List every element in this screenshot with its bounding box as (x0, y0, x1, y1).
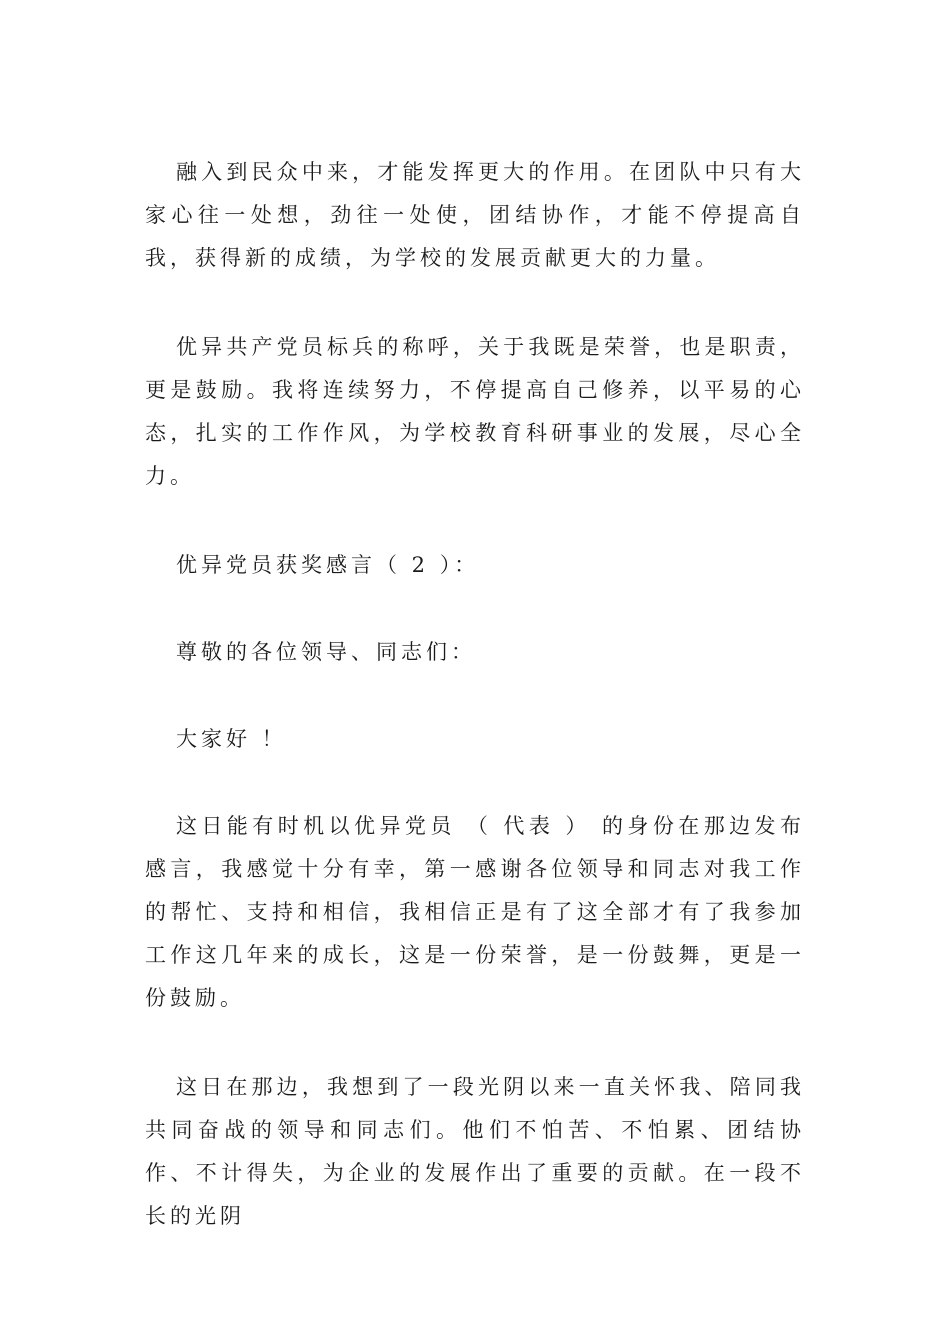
paragraph-3: 这日能有时机以优异党员 （ 代表 ） 的身份在那边发布感言，我感觉十分有幸，第一感谢各位领导和同志对我工作的帮忙、支持和相信，我相信正是有了这全部才有了我参加工作这几年来的成长，这是一份荣誉，是一份鼓舞，更是一份鼓励。 (145, 814, 805, 1010)
paragraph-1: 融入到民众中来，才能发挥更大的作用。在团队中只有大家心往一处想，劲往一处使，团结协作，才能不停提高自我，获得新的成绩，为学校的发展贡献更大的力量。 (145, 160, 805, 270)
section-heading: 优异党员获奖感言（ 2 ）： (176, 553, 480, 577)
paragraph-2: 优异共产党员标兵的称呼，关于我既是荣誉，也是职责，更是鼓励。我将连续努力，不停提高自己修养，以平易的心态，扎实的工作作风，为学校教育科研事业的发展，尽心全力。 (145, 335, 805, 488)
document-body (145, 151, 805, 1284)
paragraph-4: 这日在那边，我想到了一段光阴以来一直关怀我、陪同我共同奋战的领导和同志们。他们不怕苦、不怕累、团结协作、不计得失，为企业的发展作出了重要的贡献。在一段不长的光阴 (145, 1075, 805, 1228)
greeting: 大家好 ！ (176, 727, 287, 751)
salutation: 尊敬的各位领导、同志们： (176, 640, 476, 664)
